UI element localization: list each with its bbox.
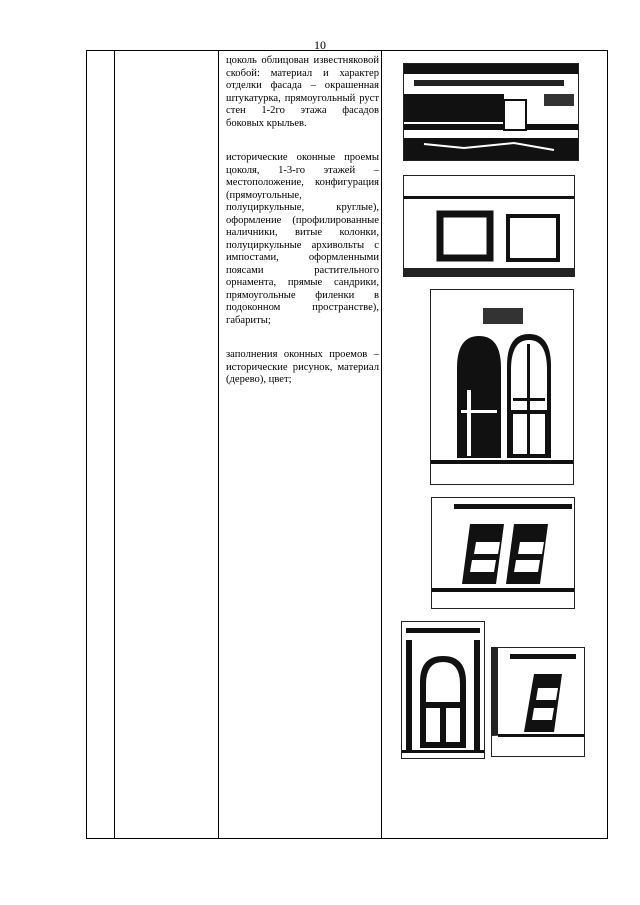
square-plinth-windows-photo bbox=[403, 175, 575, 277]
column-divider-2 bbox=[218, 51, 219, 838]
document-table bbox=[86, 50, 608, 839]
rectangular-window-pair-photo bbox=[431, 497, 575, 609]
column-divider-3 bbox=[381, 51, 382, 838]
column-divider-1 bbox=[114, 51, 115, 838]
plinth-stone-facing-photo bbox=[403, 63, 579, 161]
description-column bbox=[226, 55, 379, 409]
page-number: 10 bbox=[314, 38, 326, 52]
arched-window-pair-photo bbox=[430, 289, 574, 485]
arched-window-with-cornice-photo bbox=[401, 621, 485, 759]
single-rectangular-window-photo bbox=[491, 647, 585, 757]
paragraph-plinth-facing: цоколь облицован известняковой скобой: материал и характер отделки фасада – окрашенная штукатурка, прямоугольный руст стен 1-2го этажа фасадов боковых крыльев. bbox=[226, 55, 379, 129]
paragraph-window-openings: исторические оконные проемы цоколя, 1-3-го этажей – местоположение, конфигурация (прямоугольные, полуциркульные, круглые), оформление (профилированные наличники, витые колонки, полуциркульные архивольты с импостами, оформленными поясами растительного орнамента, прямые сандрики, прямоугольные филенки в подоконном пространстве), габариты; bbox=[226, 152, 379, 326]
paragraph-window-fillings: заполнения оконных проемов – исторические рисунок, материал (дерево), цвет; bbox=[226, 349, 379, 385]
